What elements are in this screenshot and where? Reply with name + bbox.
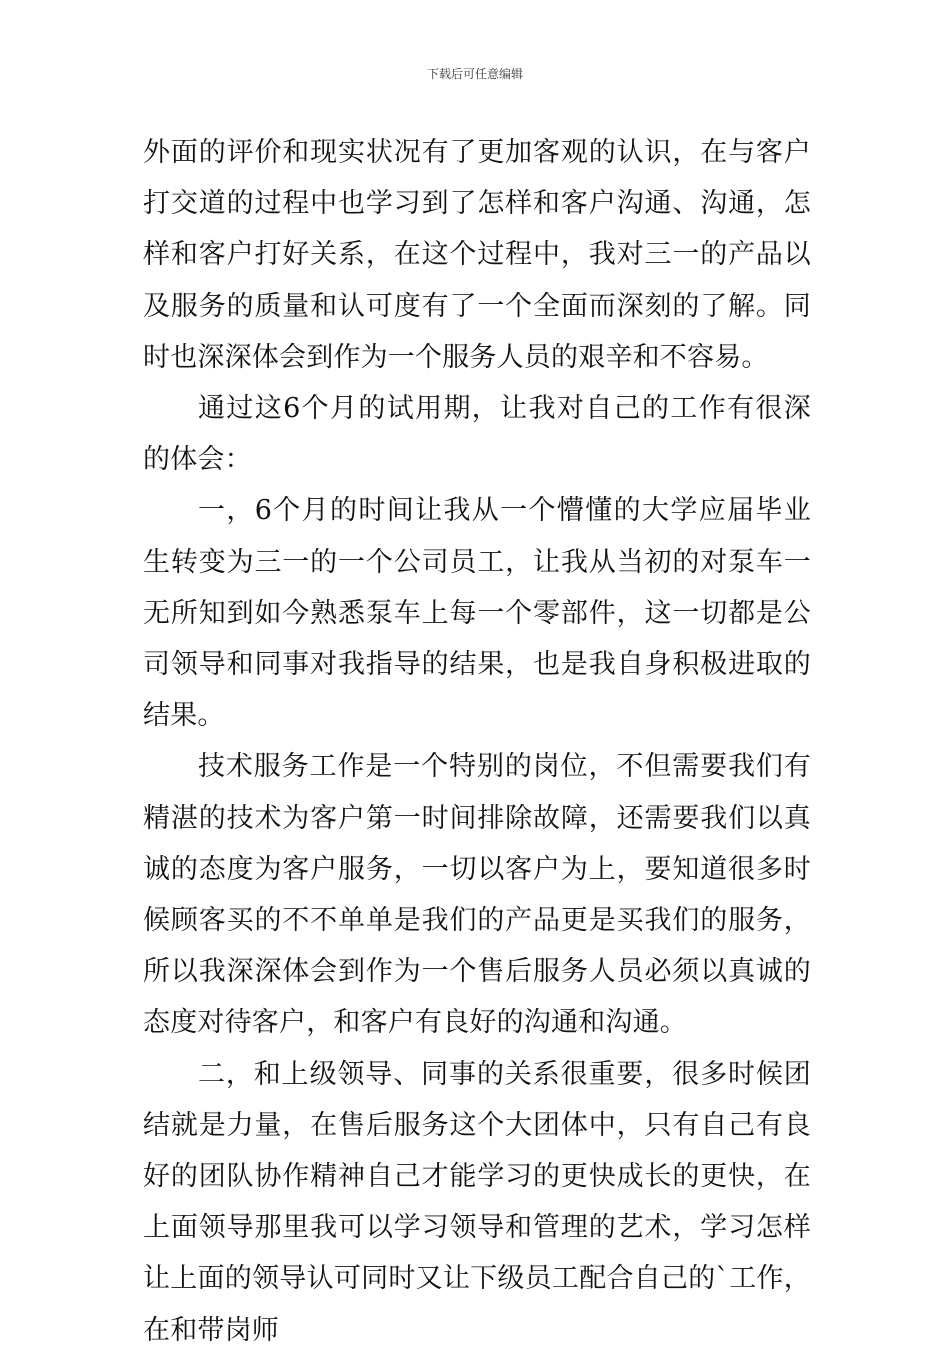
paragraph-5: 二，和上级领导、同事的关系很重要，很多时候团结就是力量，在售后服务这个大团体中，只有自己有良好的团队协作精神自己才能学习的更快成长的更快，在上面领导那里我可以学习领导和管理的艺术，学习怎样让上面的领导认可同时又让下级员工配合自己的`工作，在和带岗师 xyxy=(143,1058,811,1346)
document-body xyxy=(143,127,811,1356)
paragraph-4: 技术服务工作是一个特别的岗位，不但需要我们有精湛的技术为客户第一时间排除故障，还需要我们以真诚的态度为客户服务，一切以客户为上，要知道很多时候顾客买的不不单单是我们的产品更是买我们的服务，所以我深深体会到作为一个售后服务人员必须以真诚的态度对待客户，和客户有良好的沟通和沟通。 xyxy=(143,751,811,1039)
page-header: 下载后可任意编辑 xyxy=(426,67,523,81)
paragraph-1: 外面的评价和现实状况有了更加客观的认识，在与客户打交道的过程中也学习到了怎样和客户沟通、沟通，怎样和客户打好关系，在这个过程中，我对三一的产品以及服务的质量和认可度有了一个全面而深刻的了解。同时也深深体会到作为一个服务人员的艰辛和不容易。 xyxy=(143,137,811,373)
paragraph-3: 一，6个月的时间让我从一个懵懂的大学应届毕业生转变为三一的一个公司员工，让我从当初的对泵车一无所知到如今熟悉泵车上每一个零部件，这一切都是公司领导和同事对我指导的结果，也是我自身积极进取的结果。 xyxy=(143,495,811,732)
paragraph-2: 通过这6个月的试用期，让我对自己的工作有很深的体会： xyxy=(143,393,811,476)
